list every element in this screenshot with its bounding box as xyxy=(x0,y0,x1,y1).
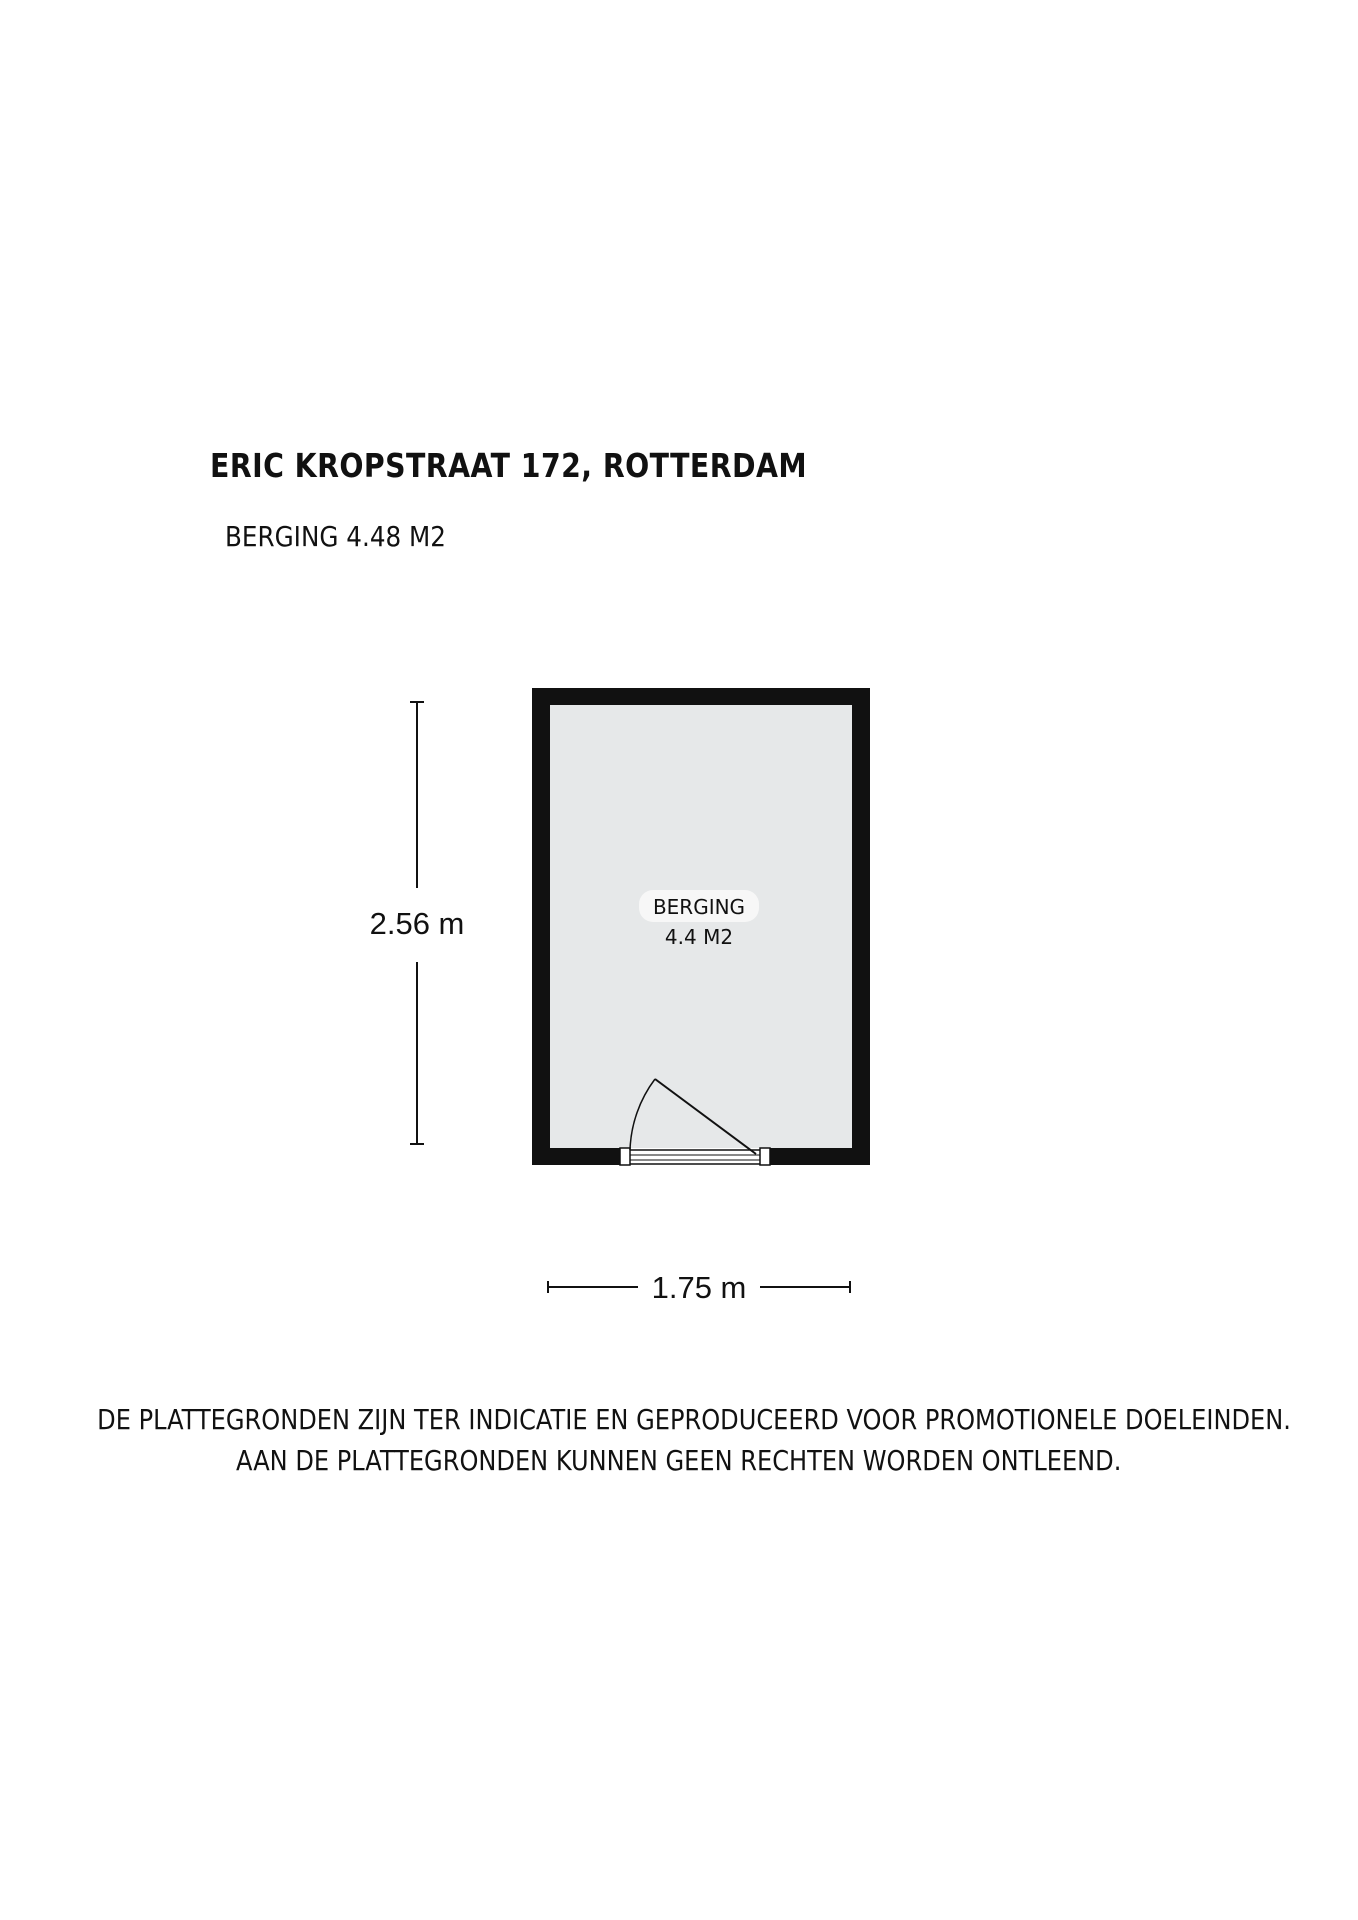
page-title: ERIC KROPSTRAAT 172, ROTTERDAM xyxy=(210,446,808,485)
width-label: 1.75 m xyxy=(651,1270,747,1305)
page-subtitle: BERGING 4.48 M2 xyxy=(225,520,446,553)
disclaimer-text-2: AAN DE PLATTEGRONDEN KUNNEN GEEN RECHTEN WORDEN ONTLEEND. xyxy=(236,1444,1122,1477)
room-area: 4.4 M2 xyxy=(664,925,734,949)
disclaimer-line-1 xyxy=(0,1403,1358,1436)
room-name: BERGING xyxy=(652,895,746,919)
disclaimer-text-1: DE PLATTEGRONDEN ZIJN TER INDICATIE EN GEPRODUCEERD VOOR PROMOTIONELE DOELEINDEN. xyxy=(97,1403,1291,1436)
height-label: 2.56 m xyxy=(369,906,465,941)
disclaimer-line-2 xyxy=(0,1444,1358,1477)
